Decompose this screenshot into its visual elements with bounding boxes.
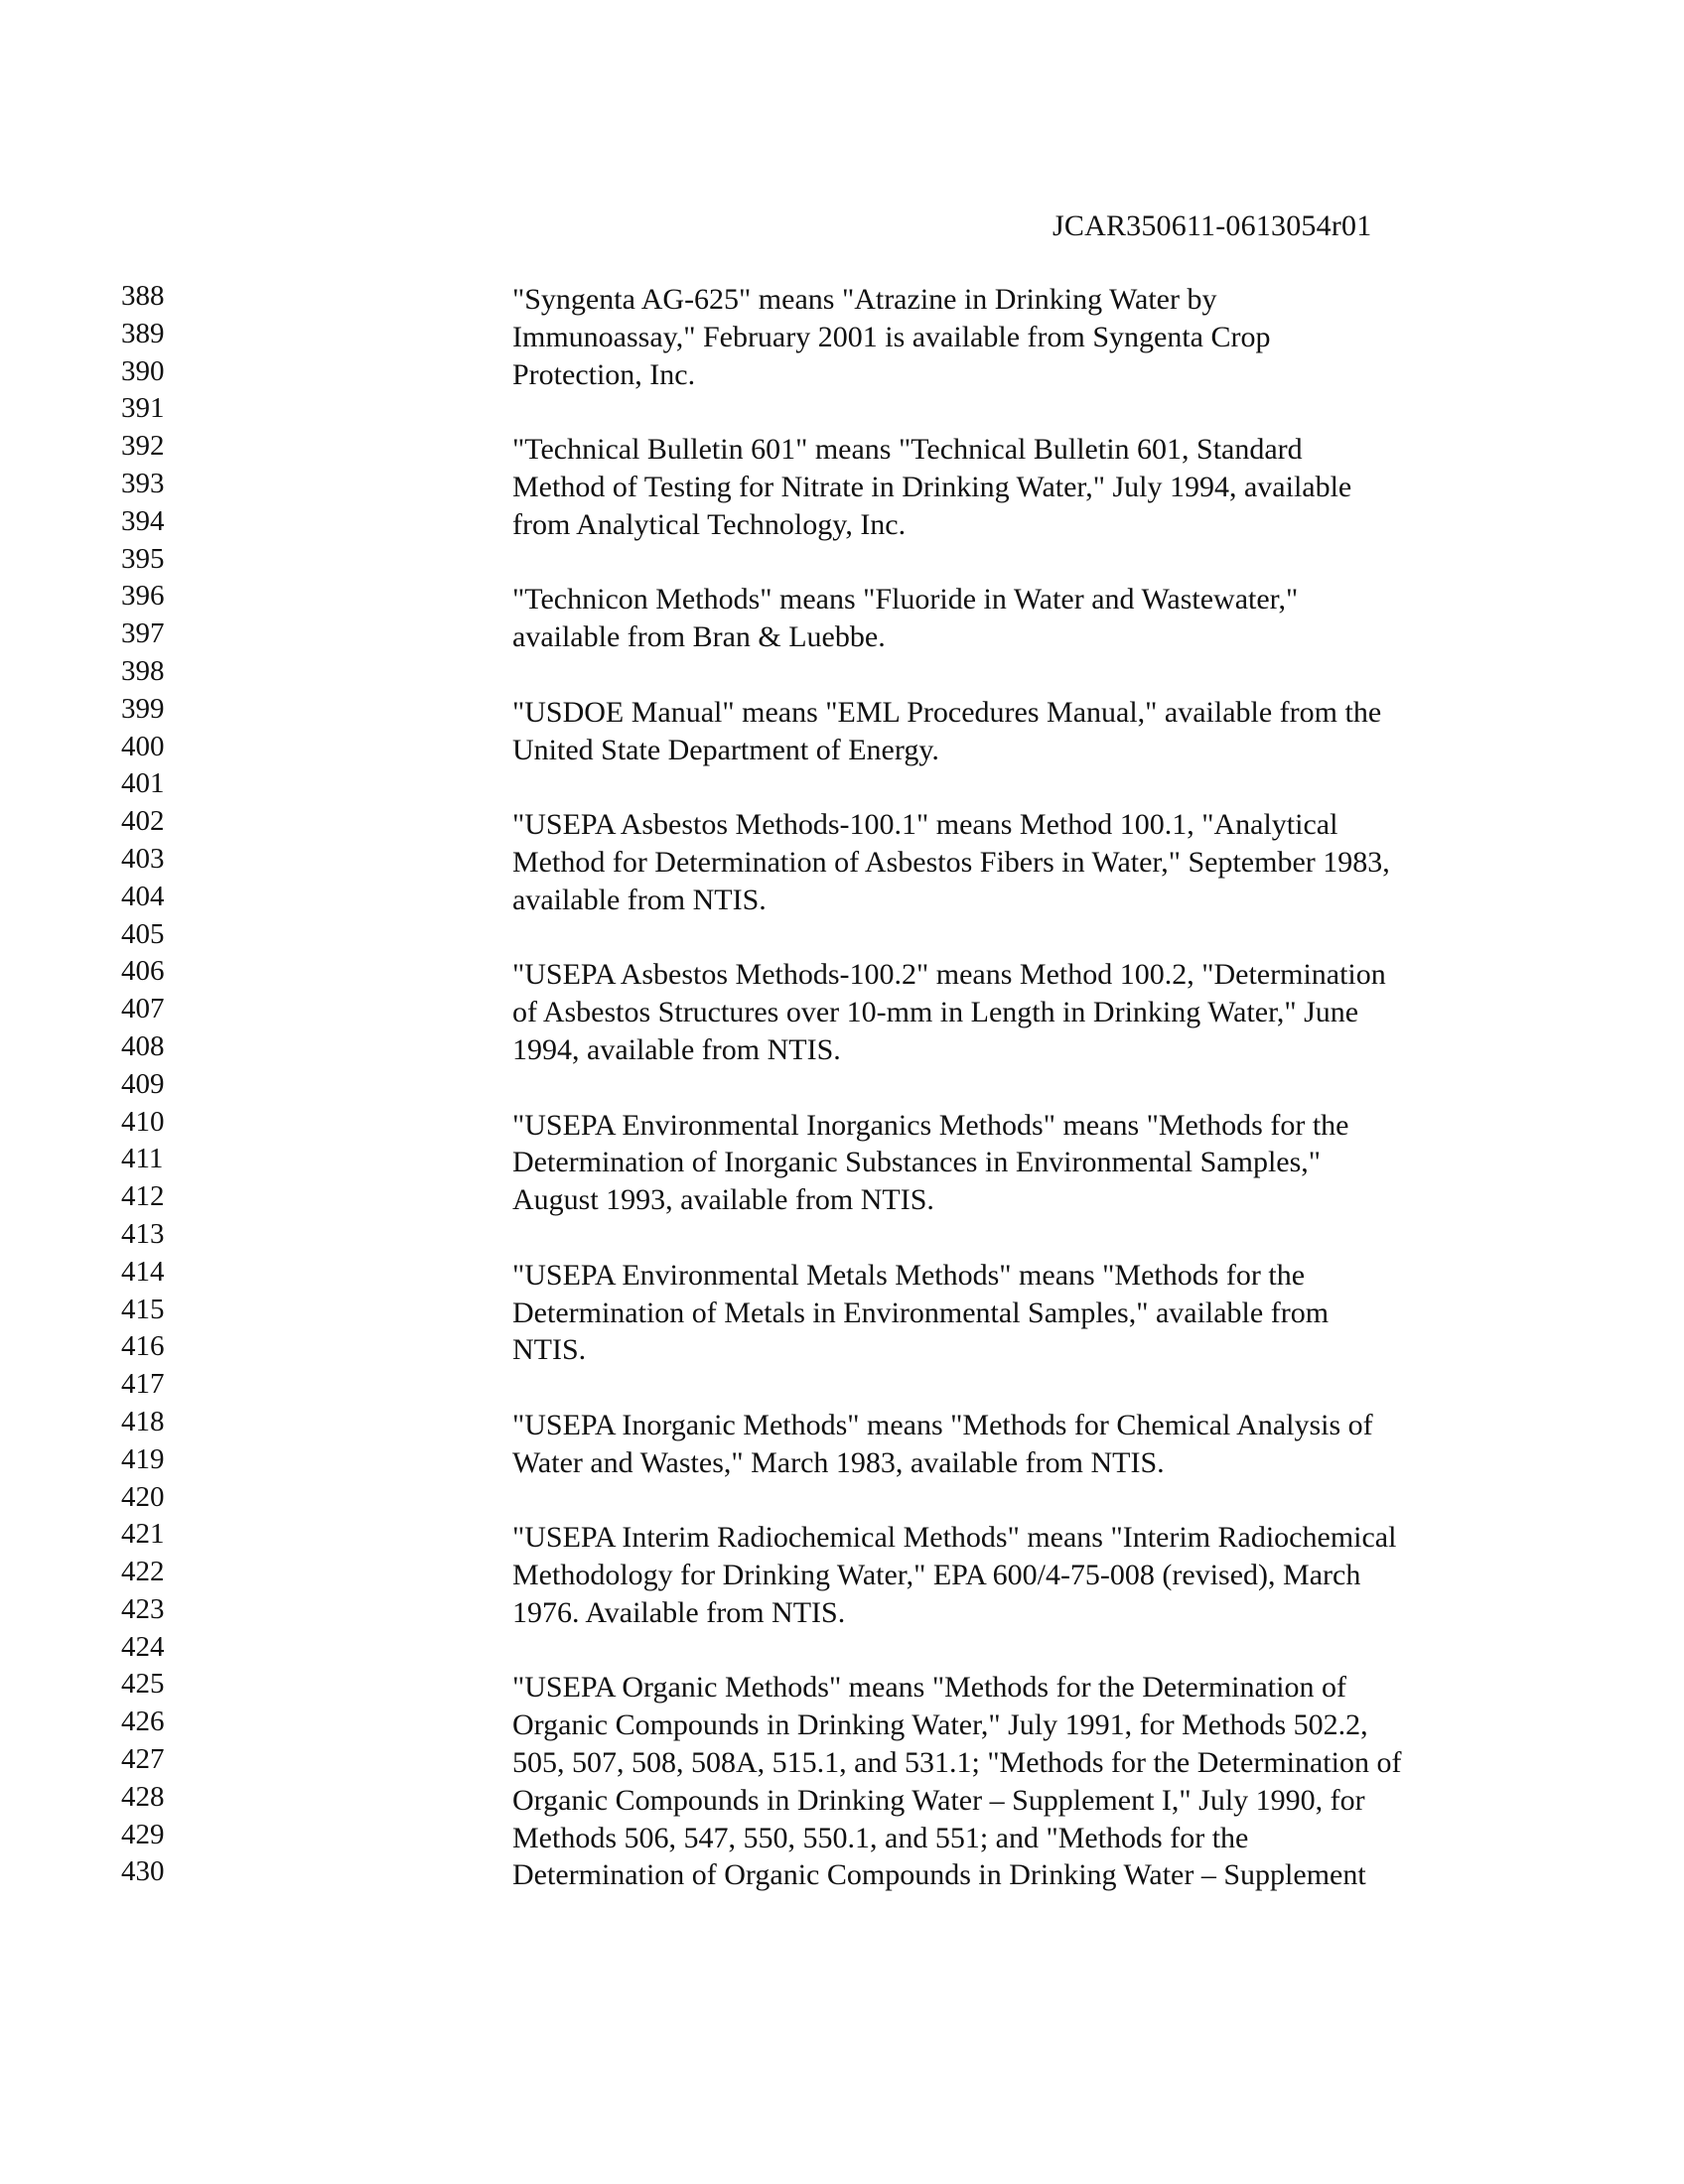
body-text-line: "USEPA Environmental Inorganics Methods" means "Methods for the <box>512 1108 1349 1142</box>
line-number: 400 <box>121 730 165 762</box>
body-text-line: of Asbestos Structures over 10-mm in Length in Drinking Water," June <box>512 996 1359 1029</box>
body-text-line <box>512 544 1505 582</box>
line-number: 409 <box>121 1067 165 1100</box>
line-number: 393 <box>121 467 165 499</box>
line-number: 396 <box>121 580 165 613</box>
line-number: 407 <box>121 993 165 1025</box>
body-text-line <box>512 1069 1505 1107</box>
line-number: 422 <box>121 1556 165 1588</box>
line-number: 413 <box>121 1217 165 1250</box>
line-number: 406 <box>121 955 165 988</box>
body-text-line <box>512 1369 1505 1407</box>
line-number: 391 <box>121 392 165 425</box>
body-text-line <box>512 656 1505 694</box>
line-number: 427 <box>121 1743 165 1776</box>
line-number: 411 <box>121 1143 164 1175</box>
line-number: 388 <box>121 280 165 312</box>
line-number: 402 <box>121 805 165 838</box>
body-text-line: "USEPA Inorganic Methods" means "Methods for Chemical Analysis of <box>512 1408 1373 1441</box>
body-text-line: "Technicon Methods" means "Fluoride in Water and Wastewater," <box>512 583 1299 616</box>
line-number: 429 <box>121 1818 165 1850</box>
line-number: 426 <box>121 1706 165 1738</box>
body-text-line: "USEPA Asbestos Methods-100.1" means Method 100.1, "Analytical <box>512 808 1338 842</box>
line-number: 423 <box>121 1592 165 1625</box>
body-text-line: Method of Testing for Nitrate in Drinking Water," July 1994, available <box>512 470 1352 503</box>
body-text-line: "USEPA Organic Methods" means "Methods for the Determination of <box>512 1671 1346 1705</box>
document-id: JCAR350611-0613054r01 <box>1052 209 1372 242</box>
line-number-column <box>121 278 191 1891</box>
body-text-line <box>512 393 1505 431</box>
body-text-line: "USEPA Interim Radiochemical Methods" means "Interim Radiochemical <box>512 1521 1397 1555</box>
body-text-line <box>512 1482 1505 1520</box>
line-number: 390 <box>121 354 165 387</box>
line-number: 418 <box>121 1405 165 1437</box>
line-number: 399 <box>121 692 165 725</box>
body-text-line: "USEPA Asbestos Methods-100.2" means Method 100.2, "Determination <box>512 958 1386 992</box>
line-number: 416 <box>121 1330 165 1363</box>
body-text-line: available from NTIS. <box>512 883 767 916</box>
line-number: 408 <box>121 1029 165 1062</box>
body-text-line: Organic Compounds in Drinking Water – Supplement I," July 1990, for <box>512 1783 1365 1817</box>
line-number: 430 <box>121 1855 165 1888</box>
body-text-line <box>512 919 1505 957</box>
body-text-line: Determination of Metals in Environmental Samples," available from <box>512 1296 1330 1329</box>
document-body <box>512 281 1505 1894</box>
line-number: 425 <box>121 1668 165 1701</box>
line-number: 395 <box>121 542 165 575</box>
body-text-line: Methods 506, 547, 550, 550.1, and 551; and "Methods for the <box>512 1821 1249 1854</box>
line-number: 412 <box>121 1180 165 1213</box>
body-text-line: 1976. Available from NTIS. <box>512 1595 846 1629</box>
line-number: 414 <box>121 1255 165 1288</box>
body-text-line <box>512 1632 1505 1670</box>
body-text-line: 1994, available from NTIS. <box>512 1032 841 1066</box>
body-text-line: Determination of Inorganic Substances in Environmental Samples," <box>512 1146 1322 1179</box>
body-text-line: from Analytical Technology, Inc. <box>512 507 907 541</box>
body-text-line: Determination of Organic Compounds in Drinking Water – Supplement <box>512 1858 1366 1892</box>
line-number: 392 <box>121 430 165 463</box>
line-number: 424 <box>121 1630 165 1663</box>
line-number: 415 <box>121 1293 165 1325</box>
body-text-line: Protection, Inc. <box>512 357 696 391</box>
body-text-line: "USEPA Environmental Metals Methods" means "Methods for the <box>512 1258 1306 1292</box>
line-number: 421 <box>121 1518 165 1551</box>
body-text-line: "Technical Bulletin 601" means "Technical Bulletin 601, Standard <box>512 433 1303 467</box>
line-number: 403 <box>121 842 165 875</box>
body-text-line: United State Department of Energy. <box>512 733 939 766</box>
line-number: 420 <box>121 1480 165 1513</box>
line-number: 410 <box>121 1105 165 1138</box>
body-text-line: Immunoassay," February 2001 is available from Syngenta Crop <box>512 320 1271 353</box>
body-text-line: "USDOE Manual" means "EML Procedures Manual," available from the <box>512 695 1382 729</box>
body-text-line: Method for Determination of Asbestos Fibers in Water," September 1983, <box>512 845 1390 879</box>
line-number: 398 <box>121 654 165 687</box>
body-text-line: 505, 507, 508, 508A, 515.1, and 531.1; "Methods for the Determination of <box>512 1746 1402 1780</box>
line-number: 401 <box>121 767 165 800</box>
body-text-line: NTIS. <box>512 1333 587 1367</box>
body-text-line: Organic Compounds in Drinking Water," July 1991, for Methods 502.2, <box>512 1708 1368 1742</box>
line-number: 419 <box>121 1442 165 1475</box>
line-number: 394 <box>121 504 165 537</box>
line-number: 404 <box>121 880 165 912</box>
line-number: 397 <box>121 617 165 650</box>
body-text-line: "Syngenta AG-625" means "Atrazine in Drinking Water by <box>512 283 1217 316</box>
body-text-line: Water and Wastes," March 1983, available from NTIS. <box>512 1445 1165 1479</box>
line-number: 428 <box>121 1780 165 1813</box>
body-text-line <box>512 1219 1505 1257</box>
line-number: 389 <box>121 317 165 349</box>
line-number: 417 <box>121 1368 165 1401</box>
body-text-line <box>512 768 1505 806</box>
body-text-line: Methodology for Drinking Water," EPA 600/4-75-008 (revised), March <box>512 1559 1361 1592</box>
body-text-line: available from Bran & Luebbe. <box>512 620 886 654</box>
body-text-line: August 1993, available from NTIS. <box>512 1183 934 1217</box>
line-number: 405 <box>121 917 165 950</box>
